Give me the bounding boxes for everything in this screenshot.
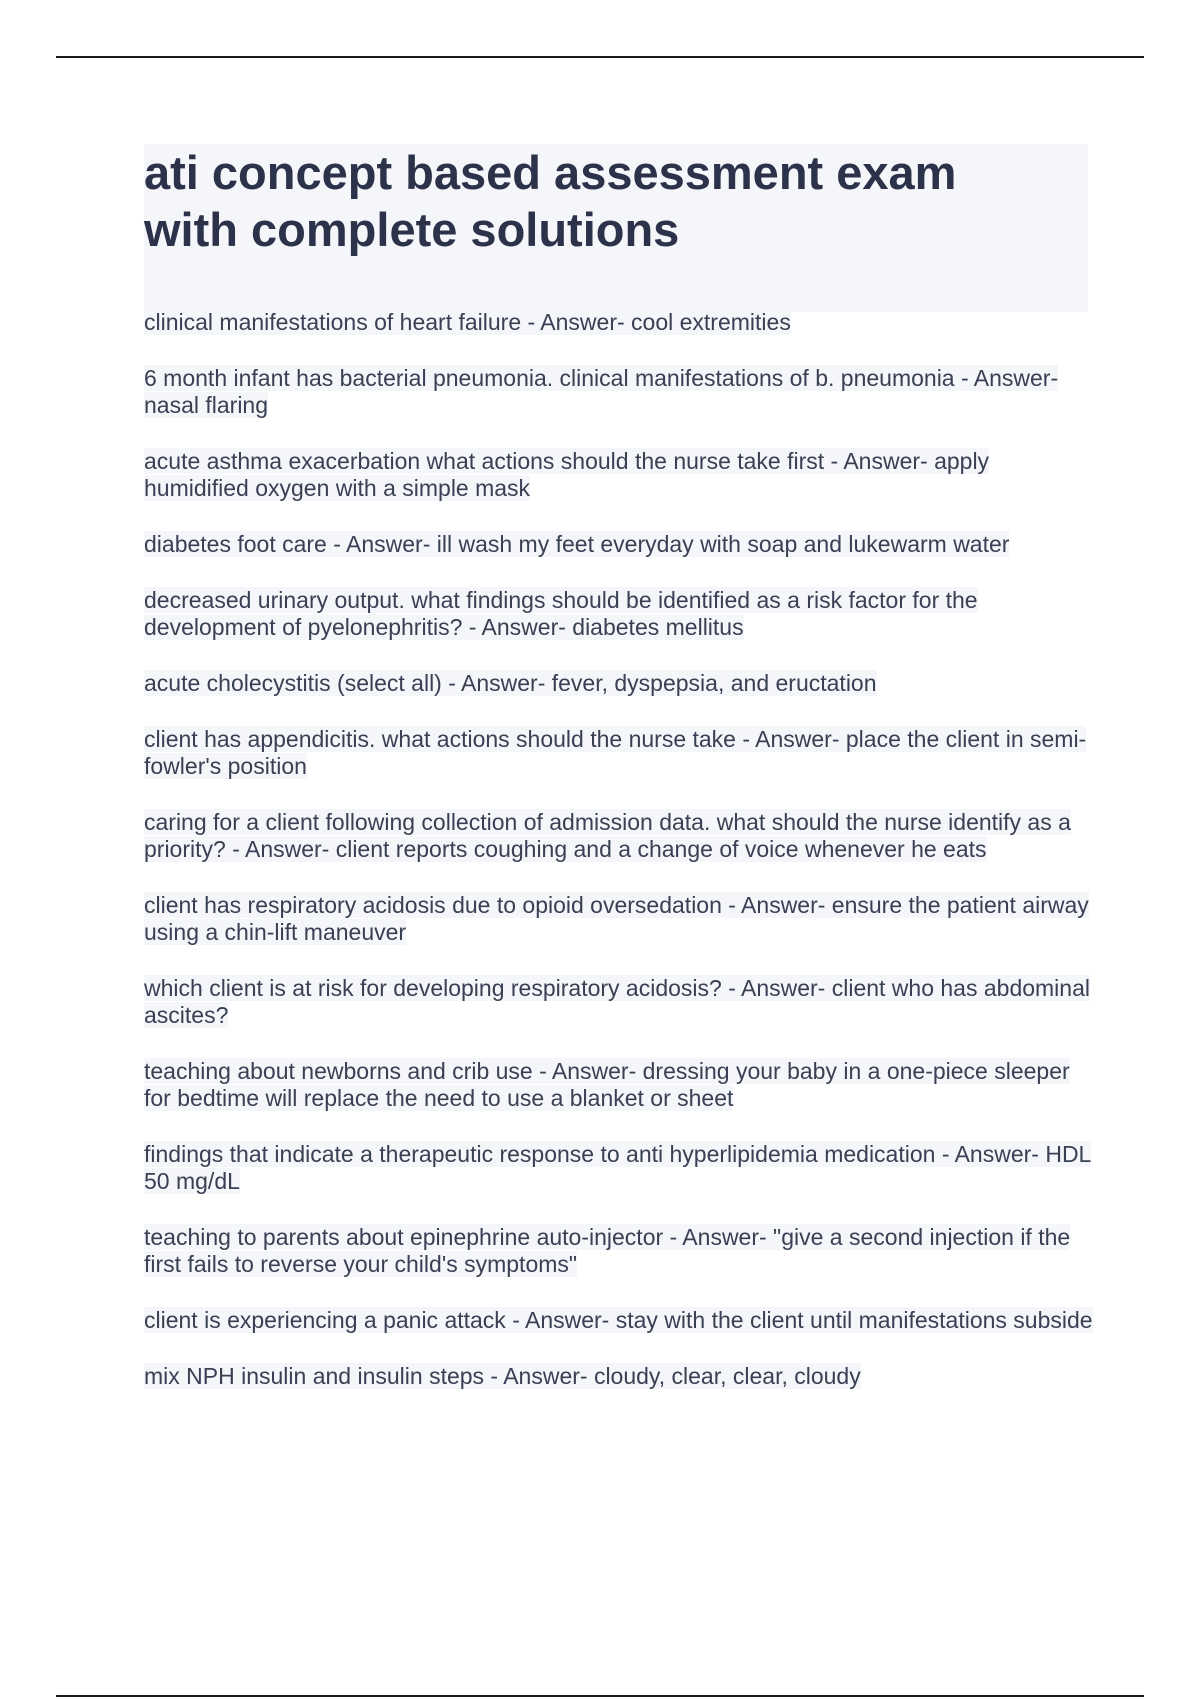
top-rule (56, 56, 1144, 58)
qa-text: mix NPH insulin and insulin steps - Answer- cloudy, clear, clear, cloudy (144, 1363, 861, 1389)
qa-item (144, 975, 1094, 1029)
qa-text: teaching to parents about epinephrine auto-injector - Answer- "give a second injection if the first fails to reverse your child's symptoms" (144, 1224, 1071, 1277)
title-line-1: ati concept based assessment exam (144, 146, 957, 199)
qa-item (144, 309, 1094, 336)
qa-item (144, 892, 1094, 946)
qa-item (144, 587, 1094, 641)
qa-text: client is experiencing a panic attack - Answer- stay with the client until manifestations subside (144, 1307, 1093, 1333)
qa-text: acute asthma exacerbation what actions should the nurse take first - Answer- apply humidified oxygen with a simple mask (144, 448, 990, 501)
qa-text: 6 month infant has bacterial pneumonia. clinical manifestations of b. pneumonia - Answer- nasal flaring (144, 365, 1059, 418)
qa-item (144, 1058, 1094, 1112)
qa-item (144, 1363, 1094, 1390)
qa-item (144, 1224, 1094, 1278)
qa-text: which client is at risk for developing respiratory acidosis? - Answer- client who has abdominal ascites? (144, 975, 1090, 1028)
qa-text: clinical manifestations of heart failure - Answer- cool extremities (144, 309, 791, 335)
qa-text: acute cholecystitis (select all) - Answer- fever, dyspepsia, and eructation (144, 670, 877, 696)
qa-text: caring for a client following collection of admission data. what should the nurse identify as a priority? - Answer- client reports coughing and a change of voice whenever he eats (144, 809, 1071, 862)
qa-text: findings that indicate a therapeutic response to anti hyperlipidemia medication - Answer- HDL 50 mg/dL (144, 1141, 1092, 1194)
qa-text: client has appendicitis. what actions should the nurse take - Answer- place the client in semi-fowler's position (144, 726, 1087, 779)
qa-item (144, 670, 1094, 697)
qa-text: diabetes foot care - Answer- ill wash my feet everyday with soap and lukewarm water (144, 531, 1010, 557)
qa-item (144, 448, 1094, 502)
qa-item (144, 1141, 1094, 1195)
qa-item (144, 531, 1094, 558)
document-title (144, 144, 1084, 258)
qa-text: decreased urinary output. what findings should be identified as a risk factor for the development of pyelonephritis? - Answer- diabetes mellitus (144, 587, 978, 640)
bottom-rule (56, 1695, 1144, 1697)
qa-text: teaching about newborns and crib use - Answer- dressing your baby in a one-piece sleeper for bedtime will replace the need to use a blanket or sheet (144, 1058, 1070, 1111)
qa-item (144, 726, 1094, 780)
title-block (144, 144, 1088, 312)
qa-list (144, 309, 1094, 1419)
qa-item (144, 809, 1094, 863)
qa-item (144, 1307, 1094, 1334)
qa-text: client has respiratory acidosis due to opioid oversedation - Answer- ensure the patient airway using a chin-lift maneuver (144, 892, 1089, 945)
title-line-2: with complete solutions (144, 203, 680, 256)
qa-item (144, 365, 1094, 419)
